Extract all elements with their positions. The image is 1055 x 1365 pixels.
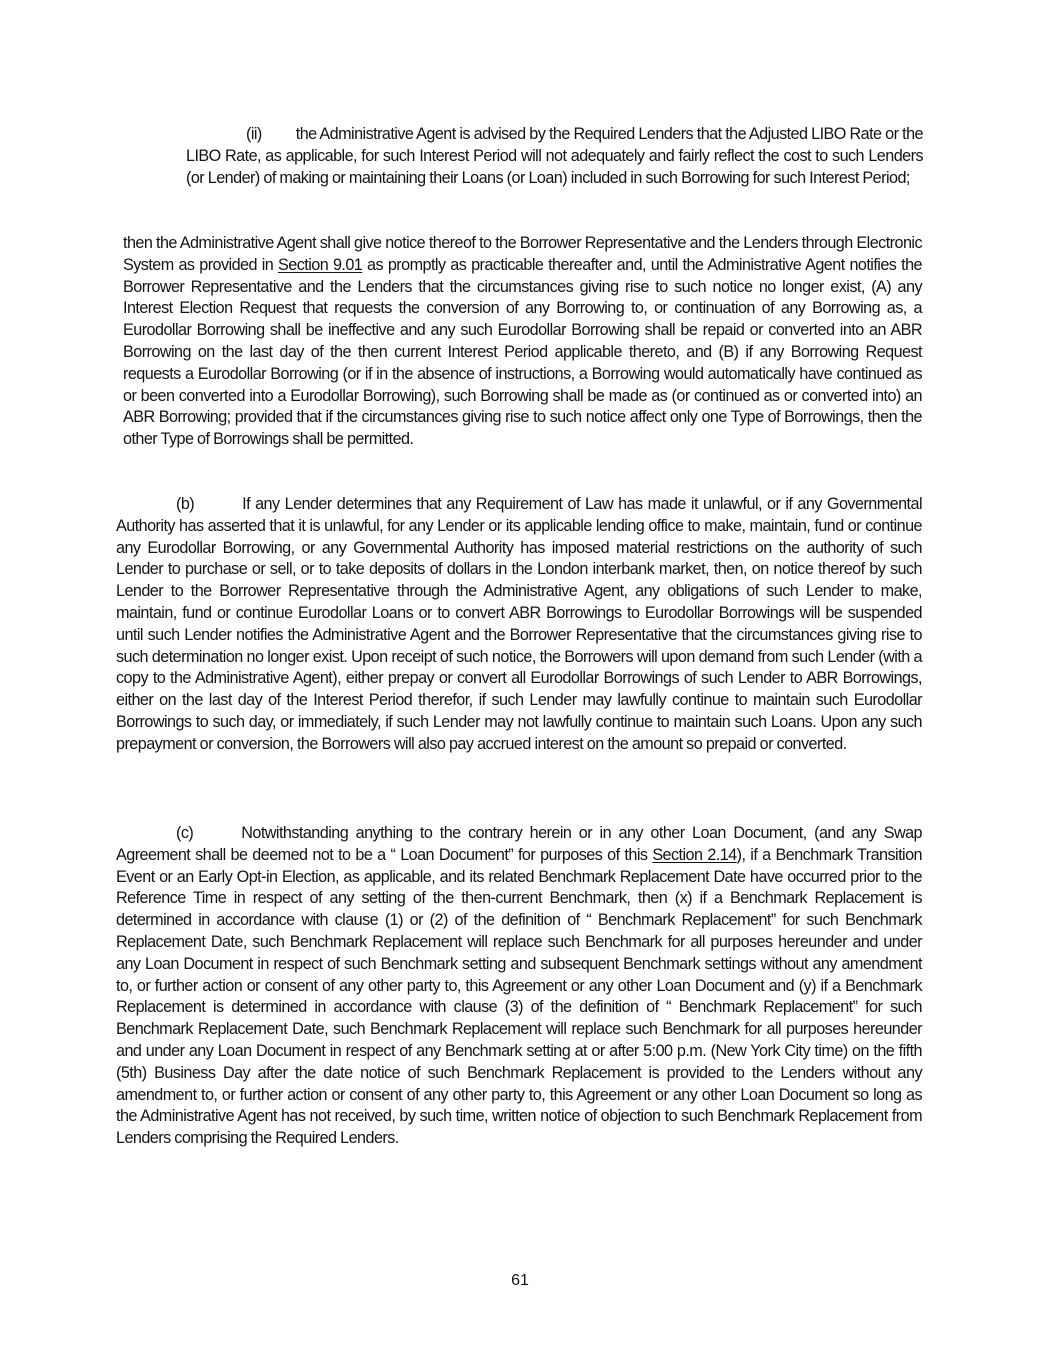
clause-c-paragraph — [116, 823, 922, 1150]
clause-b-paragraph — [116, 494, 922, 756]
clause-ii-paragraph — [186, 124, 923, 189]
then-paragraph — [123, 233, 922, 451]
section-9-01-link[interactable]: Section 9.01 — [278, 255, 363, 274]
clause-b-label: (b) — [176, 495, 195, 513]
clause-c-text-start: Notwithstanding anything to the contrary herein or in any other Loan Document, (and any Swap Agreement shall be deemed not to be a “ Loan Document” for purposes of this — [116, 824, 922, 864]
section-2-14-link[interactable]: Section 2.14 — [652, 845, 737, 864]
clause-ii-label: (ii) — [246, 125, 262, 143]
clause-ii-text: the Administrative Agent is advised by the Required Lenders that the Adjusted LIBO Rate or the LIBO Rate, as applicable, for such Interest Period will not adequately and fairly reflect the cost to such Lenders (or Lender) of making or maintaining their Loans (or Loan) included in such Borrowing for such Interest Period; — [186, 125, 923, 187]
clause-c-label: (c) — [176, 824, 194, 842]
clause-b-text: If any Lender determines that any Requirement of Law has made it unlawful, or if any Governmental Authority has asserted that it is unlawful, for any Lender or its applicable lending office to make, maintain, fund or continue any Eurodollar Borrowing, or any Governmental Authority has imposed material restrictions on the authority of such Lender to purchase or sell, or to take deposits of dollars in the London interbank market, then, on notice thereof by such Lender to the Borrower Representative through the Administrative Agent, any obligations of such Lender to make, maintain, fund or continue Eurodollar Loans or to convert ABR Borrowings to Eurodollar Borrowings will be suspended until such Lender notifies the Administrative Agent and the Borrower Representative that the circumstances giving rise to such determination no longer exist. Upon receipt of such notice, the Borrowers will upon demand from such Lender (with a copy to the Administrative Agent), either prepay or convert all Eurodollar Borrowings of such Lender to ABR Borrowings, either on the last day of the Interest Period therefor, if such Lender may lawfully continue to maintain such Eurodollar Borrowings to such day, or immediately, if such Lender may not lawfully continue to maintain such Loans. Upon any such prepayment or conversion, the Borrowers will also pay accrued interest on the amount so prepaid or converted. — [116, 495, 922, 753]
page-number: 61 — [511, 1272, 529, 1289]
clause-c-text-end: ), if a Benchmark Transition Event or an Early Opt-in Election, as applicable, and its related Benchmark Replacement Date have occurred prior to the Reference Time in respect of any setting of the then-current Benchmark, then (x) if a Benchmark Replacement is determined in accordance with clause (1) or (2) of the definition of “ Benchmark Replacement” for such Benchmark Replacement Date, such Benchmark Replacement will replace such Benchmark for all purposes hereunder and under any Loan Document in respect of such Benchmark setting and subsequent Benchmark settings without any amendment to, or further action or consent of any other party to, this Agreement or any other Loan Document and (y) if a Benchmark Replacement is determined in accordance with clause (3) of the definition of “ Benchmark Replacement” for such Benchmark Replacement Date, such Benchmark Replacement will replace such Benchmark for all purposes hereunder and under any Loan Document in respect of any Benchmark setting at or after 5:00 p.m. (New York City time) on the fifth (5th) Business Day after the date notice of such Benchmark Replacement is provided to the Lenders without any amendment to, or further action or consent of any other party to, this Agreement or any other Loan Document so long as the Administrative Agent has not received, by such time, written notice of objection to such Benchmark Replacement from Lenders comprising the Required Lenders. — [116, 845, 922, 1148]
then-paragraph-text-end: as promptly as practicable thereafter and, until the Administrative Agent notifies the Borrower Representative and the Lenders that the circumstances giving rise to such notice no longer exist, (A) any Interest Election Request that requests the conversion of any Borrowing to, or continuation of any Borrowing as, a Eurodollar Borrowing shall be ineffective and any such Eurodollar Borrowing shall be repaid or converted into an ABR Borrowing on the last day of the then current Interest Period applicable thereto, and (B) if any Borrowing Request requests a Eurodollar Borrowing (or if in the absence of instructions, a Borrowing would automatically have continued as or been converted into a Eurodollar Borrowing), such Borrowing shall be made as (or continued as or converted into) an ABR Borrowing; provided that if the circumstances giving rise to such notice affect only one Type of Borrowings, then the other Type of Borrowings shall be permitted. — [123, 255, 922, 449]
then-paragraph-text-start: then the Administrative Agent shall give notice thereof to the Borrower Representative and the Lenders through Electronic System as provided in — [123, 234, 922, 274]
